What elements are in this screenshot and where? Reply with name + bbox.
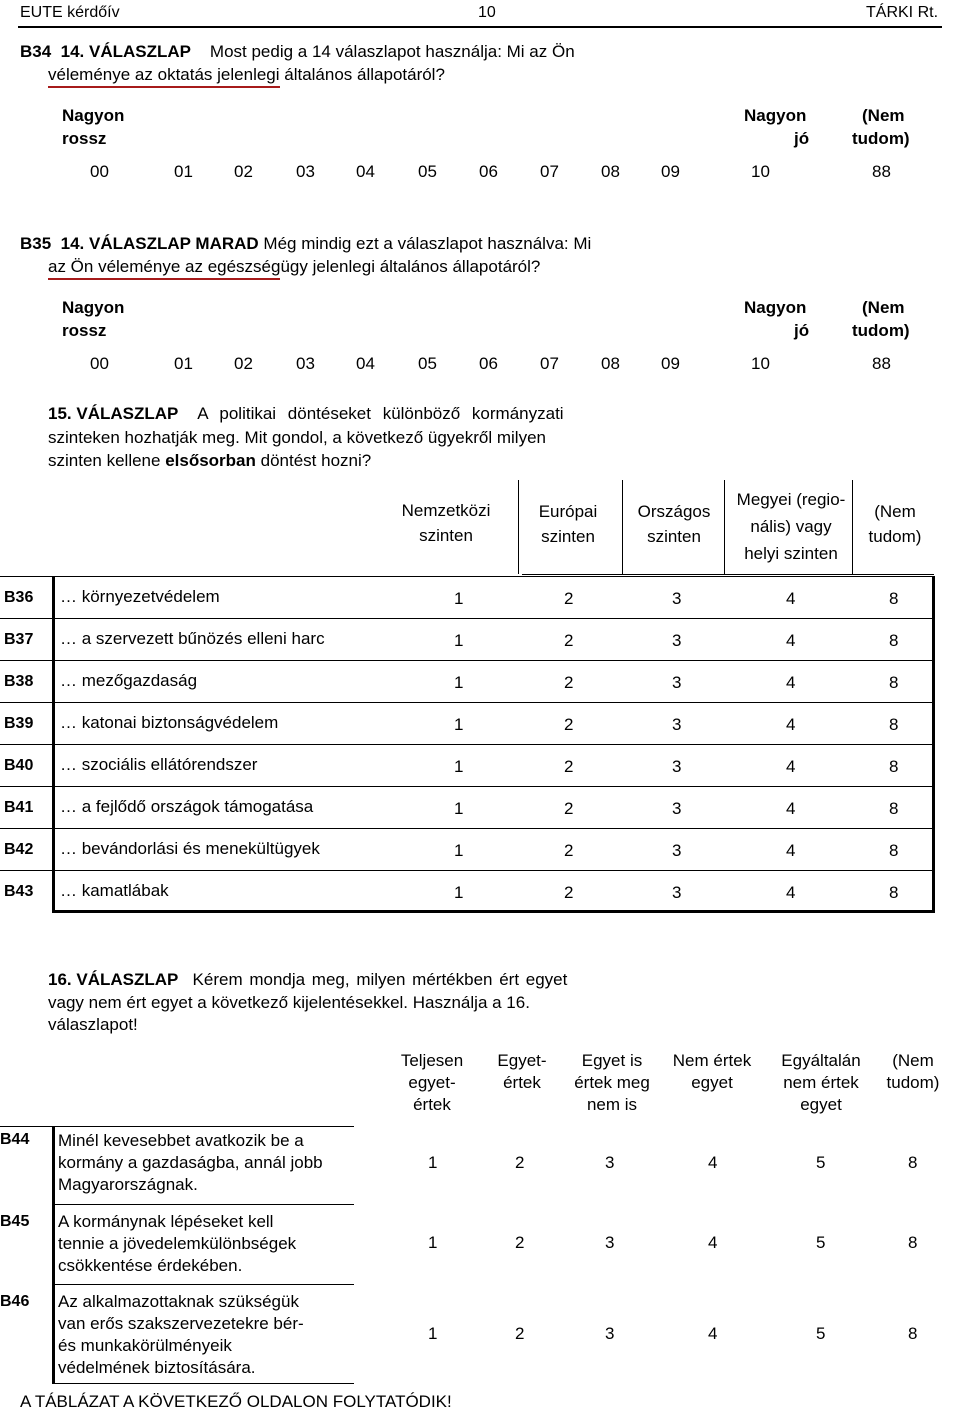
table-top-border — [0, 1126, 354, 1127]
row-code: B37 — [4, 631, 34, 648]
scale-value[interactable]: 03 — [296, 162, 315, 181]
scale-left-bottom: rossz — [62, 129, 107, 148]
q15-col-header-national: Országos szinten — [637, 502, 711, 546]
scale-value[interactable]: 04 — [356, 354, 375, 373]
header-right: TÁRKI Rt. — [866, 4, 939, 21]
row-rule — [0, 744, 934, 745]
answer-code[interactable]: 3 — [605, 1324, 615, 1343]
row-statement: Az alkalmazottaknak szükségük van erős szakszervezetekre bér- és munkakörülményeik védelmének biztosítására. — [58, 1292, 304, 1377]
table-rule — [522, 574, 934, 575]
answer-code[interactable]: 4 — [786, 589, 796, 608]
answer-code[interactable]: 3 — [672, 673, 682, 692]
page-number: 10 — [478, 4, 496, 21]
q16-col-header-agree: Egyet- értek — [497, 1051, 547, 1092]
answer-code[interactable]: 3 — [605, 1153, 615, 1172]
answer-code[interactable]: 3 — [672, 841, 682, 860]
answer-code[interactable]: 2 — [564, 631, 574, 650]
scale-nk-bottom: tudom) — [852, 129, 910, 148]
q15-col-header-european: Európai szinten — [538, 502, 598, 546]
answer-code[interactable]: 1 — [454, 883, 464, 902]
answer-code[interactable]: 3 — [672, 799, 682, 818]
answer-code[interactable]: 4 — [786, 715, 796, 734]
q16-col-header-neutral: Egyet is értek meg nem is — [574, 1051, 650, 1114]
scale-value[interactable]: 06 — [479, 162, 498, 181]
answer-code[interactable]: 4 — [708, 1233, 718, 1252]
answer-code[interactable]: 2 — [564, 883, 574, 902]
row-label: … a fejlődő országok támogatása — [60, 797, 314, 816]
row-code: B36 — [4, 589, 34, 606]
row-code: B40 — [4, 757, 34, 774]
row-code: B45 — [0, 1213, 30, 1230]
answer-code[interactable]: 4 — [708, 1324, 718, 1343]
question-b34 — [20, 42, 575, 62]
table-top-border — [0, 576, 934, 577]
q16-col-header-strongly-agree: Teljesen egyet- értek — [400, 1051, 464, 1114]
row-label: … mezőgazdaság — [60, 671, 198, 690]
col-divider — [724, 480, 725, 574]
scale-nk-top: (Nem — [862, 106, 905, 125]
answer-code[interactable]: 4 — [786, 757, 796, 776]
scale-right-top: Nagyon — [744, 298, 807, 317]
q15-intro-line3: szinten kellene elsősorban döntést hozni? — [48, 451, 372, 470]
answer-code[interactable]: 8 — [908, 1233, 918, 1252]
scale-value[interactable]: 07 — [540, 162, 559, 181]
row-code: B38 — [4, 673, 34, 690]
table-bottom-border — [52, 910, 935, 913]
answer-code[interactable]: 2 — [564, 589, 574, 608]
row-code: B43 — [4, 883, 34, 900]
scale-value[interactable]: 00 — [90, 354, 109, 373]
q16-intro-line1: 16. VÁLASZLAP Kérem mondja meg, milyen mértékben ért egyet — [48, 970, 568, 989]
answer-code[interactable]: 8 — [889, 589, 899, 608]
scale-value[interactable]: 02 — [234, 162, 253, 181]
question-text: Még mindig ezt a válaszlapot használva: Mi — [263, 234, 592, 253]
answer-code[interactable]: 1 — [454, 631, 464, 650]
row-rule — [0, 870, 934, 871]
q16-col-header-dontknow: (Nem tudom) — [886, 1051, 940, 1092]
answer-code[interactable]: 2 — [564, 715, 574, 734]
table-left-border — [52, 1126, 55, 1384]
answer-code[interactable]: 5 — [816, 1233, 826, 1252]
question-text-line2: véleménye az oktatás jelenlegi általános állapotáról? — [48, 65, 445, 84]
question-code: B34 — [20, 42, 52, 61]
col-divider — [852, 480, 853, 574]
scale-right-top: Nagyon — [744, 106, 807, 125]
scale-nk-bottom: tudom) — [852, 321, 910, 340]
card-reference: 15. VÁLASZLAP — [48, 404, 179, 423]
scale-value[interactable]: 04 — [356, 162, 375, 181]
row-label: … szociális ellátórendszer — [60, 755, 258, 774]
scale-value[interactable]: 10 — [751, 354, 770, 373]
answer-code[interactable]: 1 — [454, 673, 464, 692]
answer-code[interactable]: 5 — [816, 1153, 826, 1172]
row-rule — [0, 618, 934, 619]
answer-code[interactable]: 2 — [515, 1233, 525, 1252]
answer-code[interactable]: 2 — [564, 841, 574, 860]
answer-code[interactable]: 4 — [786, 841, 796, 860]
scale-value[interactable]: 06 — [479, 354, 498, 373]
row-code: B39 — [4, 715, 34, 732]
row-code: B42 — [4, 841, 34, 858]
answer-code[interactable]: 3 — [672, 631, 682, 650]
answer-code[interactable]: 2 — [564, 757, 574, 776]
answer-code[interactable]: 8 — [889, 799, 899, 818]
q15-intro-line1: 15. VÁLASZLAP A politikai döntéseket különböző kormányzati — [48, 404, 564, 423]
answer-code[interactable]: 4 — [786, 631, 796, 650]
scale-right-bottom: jó — [794, 321, 810, 340]
answer-code[interactable]: 8 — [889, 883, 899, 902]
scale-value[interactable]: 08 — [601, 162, 620, 181]
row-rule — [0, 660, 934, 661]
scale-nk-top: (Nem — [862, 298, 905, 317]
answer-code[interactable]: 3 — [605, 1233, 615, 1252]
answer-code[interactable]: 1 — [454, 715, 464, 734]
scale-value[interactable]: 02 — [234, 354, 253, 373]
answer-code[interactable]: 3 — [672, 589, 682, 608]
q15-col-header-international: Nemzetközi szinten — [401, 501, 491, 545]
answer-code[interactable]: 2 — [515, 1324, 525, 1343]
scale-value[interactable]: 09 — [661, 354, 680, 373]
answer-code[interactable]: 8 — [908, 1324, 918, 1343]
scale-value[interactable]: 05 — [418, 354, 437, 373]
row-rule — [0, 786, 934, 787]
answer-code[interactable]: 1 — [454, 589, 464, 608]
card-reference: 14. VÁLASZLAP MARAD — [60, 234, 259, 253]
scale-value[interactable]: 09 — [661, 162, 680, 181]
row-label: … a szervezett bűnözés elleni harc — [60, 629, 325, 648]
question-text-line2: az Ön véleménye az egészségügy jelenlegi általános állapotáról? — [48, 257, 541, 276]
underline — [48, 278, 280, 280]
col-divider — [622, 480, 623, 574]
answer-code[interactable]: 4 — [708, 1153, 718, 1172]
scale-value[interactable]: 05 — [418, 162, 437, 181]
scale-value[interactable]: 10 — [751, 162, 770, 181]
scale-right-bottom: jó — [794, 129, 810, 148]
answer-code[interactable]: 8 — [889, 715, 899, 734]
continuation-note: A TÁBLÁZAT A KÖVETKEZŐ OLDALON FOLYTATÓDIK! — [20, 1392, 452, 1411]
answer-code[interactable]: 8 — [908, 1153, 918, 1172]
scale-value[interactable]: 01 — [174, 162, 193, 181]
q15-intro-line2: szinteken hozhatják meg. Mit gondol, a következő ügyekről milyen — [48, 428, 546, 447]
answer-code[interactable]: 5 — [816, 1324, 826, 1343]
row-label: … bevándorlási és menekültügyek — [60, 839, 320, 858]
scale-left-top: Nagyon — [62, 298, 125, 317]
scale-value[interactable]: 88 — [872, 162, 891, 181]
answer-code[interactable]: 8 — [889, 841, 899, 860]
header-rule — [18, 26, 942, 28]
scale-left-bottom: rossz — [62, 321, 107, 340]
answer-code[interactable]: 1 — [428, 1153, 438, 1172]
row-rule — [0, 828, 934, 829]
scale-value[interactable]: 07 — [540, 354, 559, 373]
row-code: B41 — [4, 799, 34, 816]
scale-value[interactable]: 88 — [872, 354, 891, 373]
q15-col-header-regional: Megyei (regio- nális) vagy helyi szinten — [736, 490, 846, 563]
q15-col-header-dontknow: (Nem tudom) — [868, 502, 922, 546]
row-statement: A kormánynak lépéseket kell tennie a jövedelemkülönbségek csökkentése érdekében. — [58, 1212, 297, 1275]
q16-col-header-strongly-disagree: Egyáltalán nem értek egyet — [781, 1051, 861, 1114]
q16-col-header-disagree: Nem értek egyet — [672, 1051, 752, 1092]
row-code: B46 — [0, 1293, 30, 1310]
row-label: … kamatlábak — [60, 881, 169, 900]
scale-left-top: Nagyon — [62, 106, 125, 125]
scale-value[interactable]: 08 — [601, 354, 620, 373]
answer-code[interactable]: 3 — [672, 715, 682, 734]
scale-value[interactable]: 01 — [174, 354, 193, 373]
row-label: … környezetvédelem — [60, 587, 220, 606]
q16-intro-line2: vagy nem ért egyet a következő kijelentésekkel. Használja a 16. — [48, 993, 530, 1012]
card-reference: 16. VÁLASZLAP — [48, 970, 179, 989]
answer-code[interactable]: 2 — [564, 799, 574, 818]
answer-code[interactable]: 1 — [454, 757, 464, 776]
row-statement: Minél kevesebbet avatkozik be a kormány a gazdaságba, annál jobb Magyarországnak. — [58, 1131, 323, 1194]
q16-intro-line3: válaszlapot! — [48, 1015, 138, 1034]
answer-code[interactable]: 1 — [428, 1324, 438, 1343]
question-code: B35 — [20, 234, 52, 253]
row-rule — [52, 1284, 354, 1285]
answer-code[interactable]: 3 — [672, 757, 682, 776]
question-text: Most pedig a 14 válaszlapot használja: Mi az Ön — [209, 42, 575, 61]
answer-code[interactable]: 8 — [889, 673, 899, 692]
question-b35 — [20, 234, 591, 254]
answer-code[interactable]: 4 — [786, 883, 796, 902]
card-reference: 14. VÁLASZLAP — [60, 42, 191, 61]
answer-code[interactable]: 2 — [564, 673, 574, 692]
row-code: B44 — [0, 1131, 30, 1148]
scale-value[interactable]: 03 — [296, 354, 315, 373]
row-label: … katonai biztonságvédelem — [60, 713, 279, 732]
answer-code[interactable]: 3 — [672, 883, 682, 902]
answer-code[interactable]: 1 — [454, 799, 464, 818]
answer-code[interactable]: 2 — [515, 1153, 525, 1172]
row-rule — [0, 702, 934, 703]
answer-code[interactable]: 1 — [428, 1233, 438, 1252]
table-bottom-border — [52, 1383, 354, 1384]
answer-code[interactable]: 1 — [454, 841, 464, 860]
header-left: EUTE kérdőív — [20, 4, 120, 21]
answer-code[interactable]: 8 — [889, 631, 899, 650]
answer-code[interactable]: 8 — [889, 757, 899, 776]
answer-code[interactable]: 4 — [786, 799, 796, 818]
answer-code[interactable]: 4 — [786, 673, 796, 692]
row-rule — [52, 1204, 354, 1205]
underline — [48, 86, 280, 88]
col-divider — [518, 480, 519, 574]
scale-value[interactable]: 00 — [90, 162, 109, 181]
